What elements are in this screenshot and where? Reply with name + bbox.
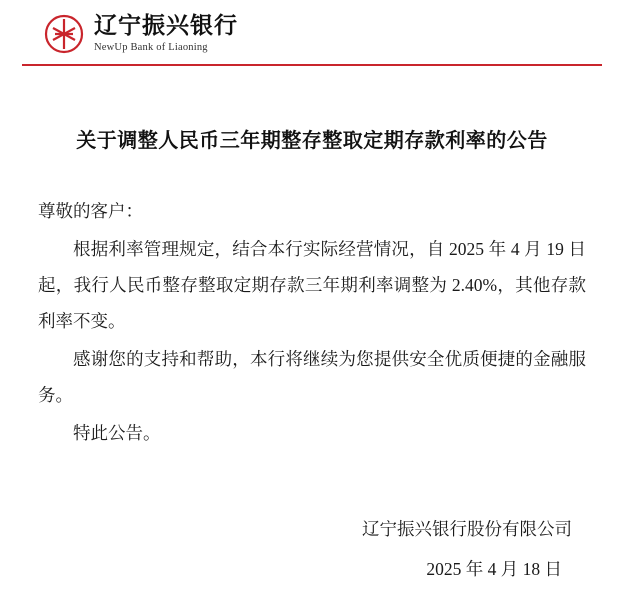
bank-name-cn: 辽宁振兴银行: [94, 12, 238, 39]
page-title: 关于调整人民币三年期整存整取定期存款利率的公告: [76, 128, 548, 152]
document-body: [38, 193, 586, 451]
signature-block: [0, 509, 572, 589]
paragraph-3: 特此公告。: [73, 423, 161, 443]
paragraph-2: 感谢您的支持和帮助，本行将继续为您提供安全优质便捷的金融服务。: [38, 349, 586, 405]
header-divider: [22, 64, 602, 66]
signature-date: 2025 年 4 月 18 日: [426, 559, 562, 579]
paragraph-1: 根据利率管理规定，结合本行实际经营情况，自 2025 年 4 月 19 日起，我行人民币整存整取定期存款三年期利率调整为 2.40%，其他存款利率不变。: [38, 239, 586, 331]
bank-wordmark: [94, 12, 238, 54]
bank-name-en: NewUp Bank of Liaoning: [94, 41, 208, 53]
bank-logo-icon: [44, 14, 84, 54]
document-header: [0, 0, 624, 62]
signer-name: 辽宁振兴银行股份有限公司: [362, 519, 572, 539]
salutation: 尊敬的客户：: [38, 201, 143, 221]
